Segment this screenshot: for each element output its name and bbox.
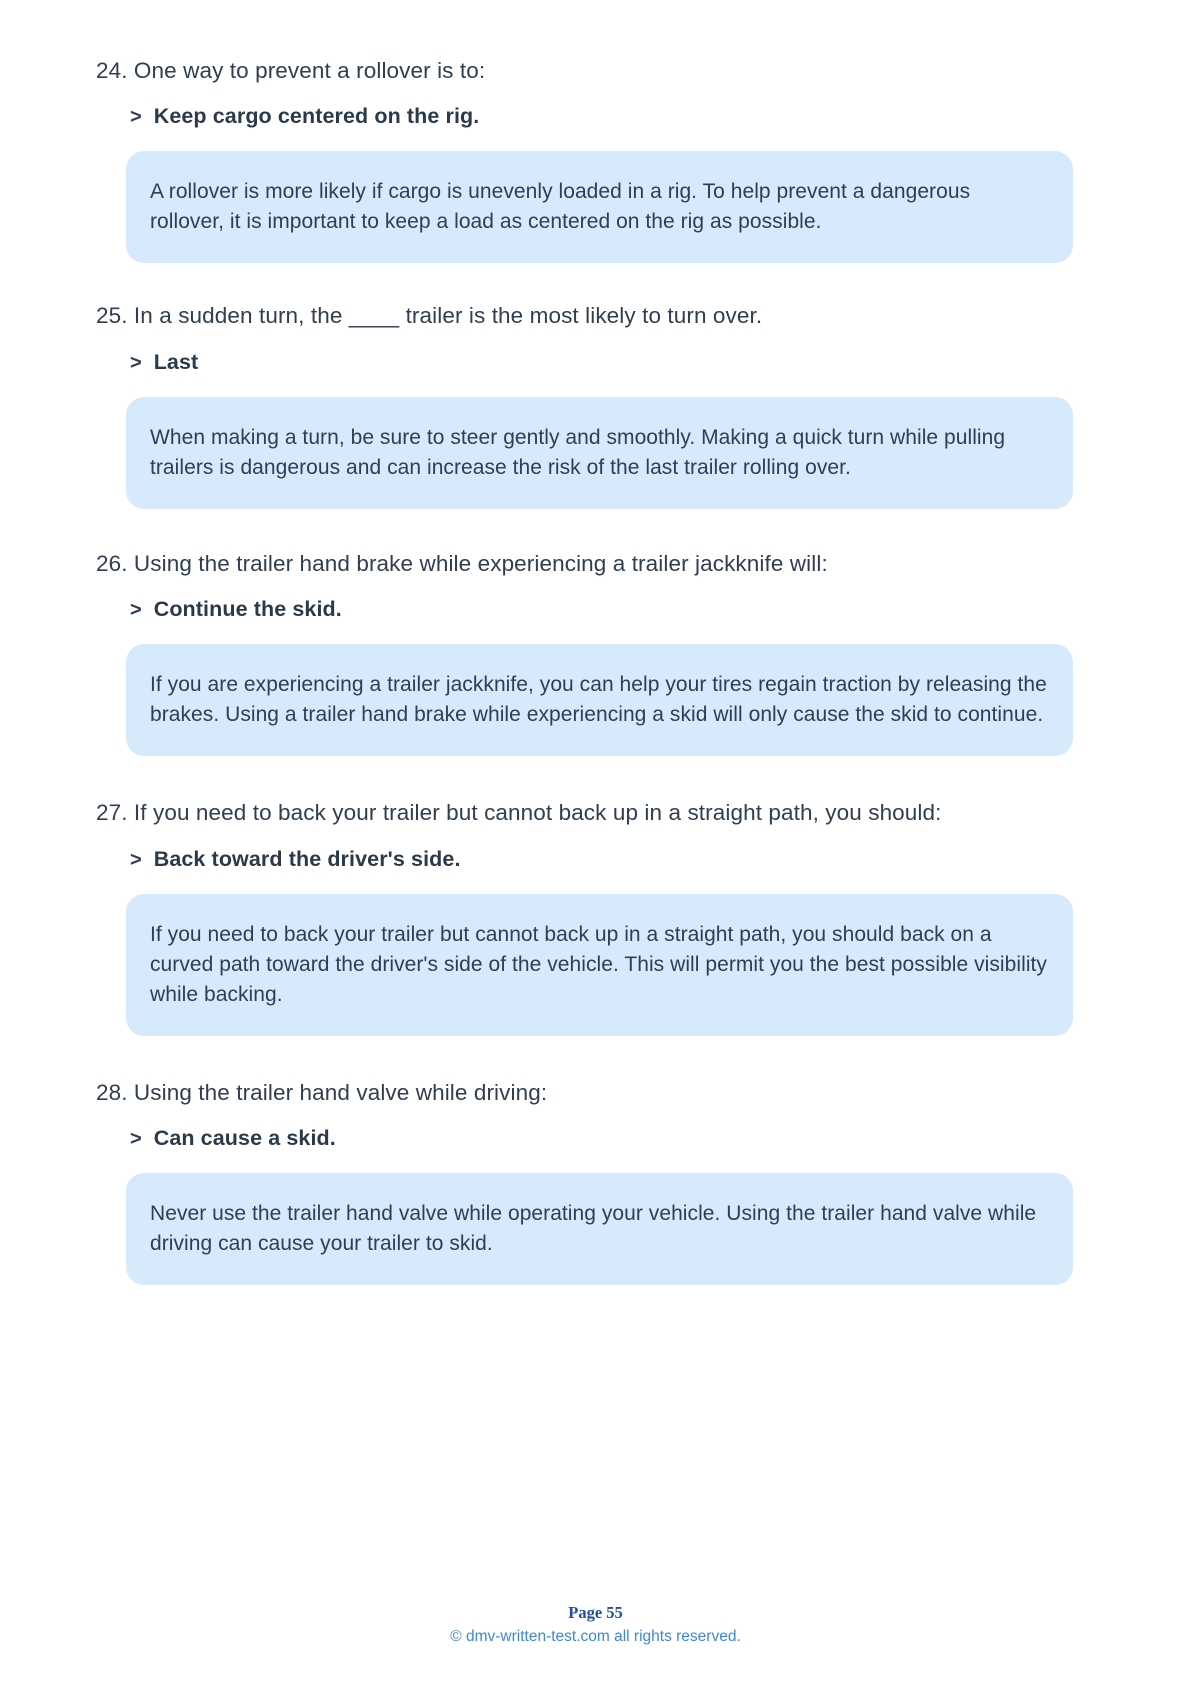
answer-text: Last	[153, 349, 199, 374]
explanation-box	[126, 151, 1073, 263]
explanation-text: A rollover is more likely if cargo is unevenly loaded in a rig. To help prevent a dangerous rollover, it is important to keep a load as centered on the rig as possible.	[150, 180, 971, 234]
question-block-25	[96, 301, 1095, 508]
answer-caret-icon: >	[130, 106, 142, 129]
answer-row	[130, 847, 1095, 872]
answer-text: Can cause a skid.	[153, 1126, 336, 1151]
explanation-box	[126, 894, 1073, 1036]
question-block-26	[96, 549, 1095, 756]
question-text: 24. One way to prevent a rollover is to:	[96, 58, 486, 83]
question-text: 27. If you need to back your trailer but cannot back up in a straight path, you should:	[96, 800, 942, 826]
page-number: Page 55	[568, 1603, 623, 1622]
answer-row	[130, 597, 1095, 622]
copyright-notice: © dmv-written-test.com all rights reserved.	[450, 1628, 741, 1645]
explanation-text: If you need to back your trailer but cannot back up in a straight path, you should back on a curved path toward the driver's side of the vehicle. This will permit you the best possible visibility while backing.	[150, 922, 1047, 1006]
explanation-box	[126, 1173, 1073, 1285]
answer-text: Keep cargo centered on the rig.	[153, 104, 480, 129]
explanation-text: Never use the trailer hand valve while operating your vehicle. Using the trailer hand valve while driving can cause your trailer to skid.	[150, 1202, 1037, 1256]
answer-caret-icon: >	[130, 599, 142, 622]
question-block-24	[96, 56, 1095, 263]
explanation-box	[126, 397, 1073, 509]
question-text: 28. Using the trailer hand valve while driving:	[96, 1079, 548, 1105]
answer-caret-icon: >	[130, 351, 142, 374]
question-block-27	[96, 798, 1095, 1035]
explanation-text: If you are experiencing a trailer jackknife, you can help your tires regain traction by releasing the brakes. Using a trailer hand brake while experiencing a skid will only cause the skid to continue.	[150, 673, 1047, 727]
page-footer	[0, 1603, 1191, 1646]
explanation-box	[126, 644, 1073, 756]
question-text: 26. Using the trailer hand brake while experiencing a trailer jackknife will:	[96, 550, 828, 576]
explanation-text: When making a turn, be sure to steer gently and smoothly. Making a quick turn while pulling trailers is dangerous and can increase the risk of the last trailer rolling over.	[150, 425, 1006, 479]
answer-caret-icon: >	[130, 848, 142, 871]
question-block-28	[96, 1078, 1095, 1285]
answer-row	[130, 104, 1095, 129]
answer-row	[130, 350, 1095, 375]
answer-caret-icon: >	[130, 1128, 142, 1151]
answer-row	[130, 1126, 1095, 1151]
question-text: 25. In a sudden turn, the ____ trailer is the most likely to turn over.	[96, 303, 763, 329]
answer-text: Continue the skid.	[153, 597, 342, 622]
answer-text: Back toward the driver's side.	[153, 846, 461, 871]
